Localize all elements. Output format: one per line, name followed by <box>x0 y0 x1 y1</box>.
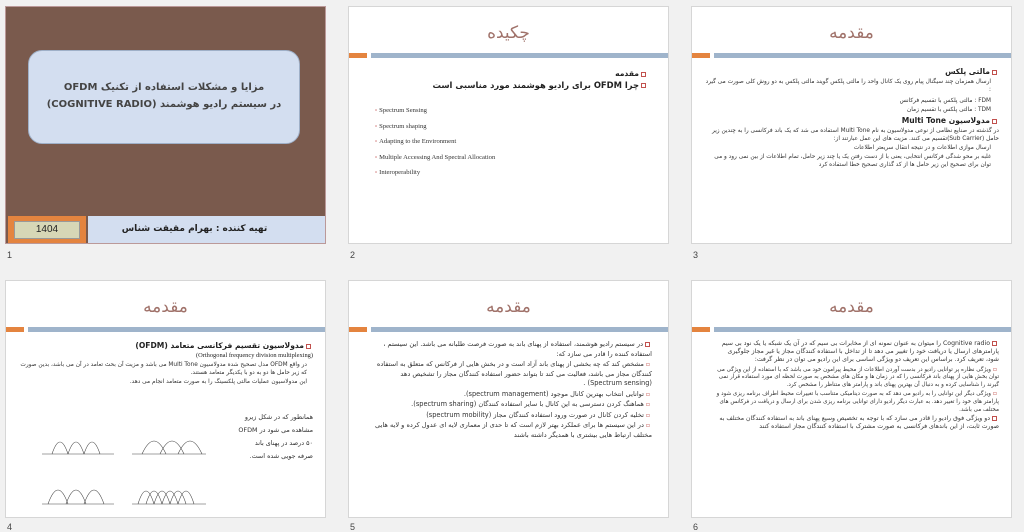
slide-6[interactable] <box>691 280 1012 518</box>
paragraph: در واقع OFDM مدل تصحیح شده مدولاسیون Multi Tone می باشد و مزیت آن بحث تعامد در آن می باشد، بدین صورت که زیر حامل ها دو به دو با یکدیگر متعامد هستند. <box>20 362 307 376</box>
note-line: مشاهده می شود در OFDM <box>238 426 313 434</box>
section-heading: مالتی پلکس <box>702 67 999 76</box>
bullet-icon: ▫ <box>645 361 650 368</box>
paragraph: در سیستم رادیو هوشمند، استفاده از پهنای باند به صورت فرصت طلبانه می باشد. این سیستم ، استفاده کننده را قادر می سازد که: <box>383 340 652 358</box>
list-item: ▫ویژگی نظاره پر توانایی رادیو در بدست آوردن اطلاعات از محیط پیرامون خود می باشد که با استفاده از این ویژگی می توان بخش هایی از پهنای باند فرکانسی را که در زمان ها و مکان های مشخص به صورت لحظه ای مورد استفاده قرار نمی گیرند را شناسایی کرده و به دنبال آن بهترین پهنای باند و پارامتر های متناظر را مشخص کرد. <box>717 365 999 388</box>
slide-content <box>373 339 652 441</box>
note-line: ۵۰ درصد در پهنای باند <box>254 439 313 447</box>
list-item: ▫ Interoperability <box>375 169 421 176</box>
slide-3[interactable] <box>691 6 1012 244</box>
slide-title: مقدمه <box>486 297 531 317</box>
note-line: صرفه جویی شده است. <box>249 452 313 460</box>
title-bar <box>6 327 325 332</box>
section-heading: مدولاسیون Multi Tone <box>702 116 999 125</box>
slide-number: 1 <box>7 250 13 260</box>
title-bar <box>349 53 668 58</box>
slide-5[interactable] <box>348 280 669 518</box>
title-bar <box>692 53 1011 58</box>
list-item: ▫هماهنگ کردن دسترسی به این کانال با سایر استفاده کنندگان (spectrum sharing). <box>411 400 650 408</box>
slide-title: چکیده <box>487 23 530 43</box>
paragraph: در گذشته در صنایع نظامی از نوعی مدولاسیون به نام Multi Tone استفاده می شد که یک باند فرکانسی را به چندین زیر حامل (Sub Carrier)تقسیم می کنند. مزیت های این عمل عبارتند از: <box>712 128 999 142</box>
bullet-icon: ▫ <box>645 390 650 398</box>
bullet-icon <box>992 70 997 75</box>
list-item: TDM : مالتی پلکس با تقسیم زمان <box>907 107 991 113</box>
list-item: ▫ Spectrum shaping <box>375 122 427 130</box>
slide-content <box>365 67 648 92</box>
slide-2[interactable] <box>348 6 669 244</box>
list-item: ▫ Multiple Accessing And Spectral Allocation <box>375 153 496 161</box>
list-item: ▫توانایی انتخاب بهترین کانال موجود (spectrum management). <box>463 389 650 398</box>
bullet-icon: ▫ <box>992 390 997 398</box>
note-line: همانطور که در شکل زیرو <box>244 413 313 421</box>
list-item: ▫ Spectrum Sensing <box>375 107 427 114</box>
list-item: مقدمه <box>365 69 648 78</box>
paragraph: این مدولاسیون عملیات مالتی پلکسینگ را به صورت متعامد انجام می دهد. <box>129 379 307 385</box>
title-bar <box>349 327 668 332</box>
title-bar <box>692 327 1011 332</box>
bullet-icon <box>641 72 646 77</box>
bullet-icon: ▫ <box>645 422 650 429</box>
paragraph: ارسال همزمان چند سیگنال پیام روی یک کانال واحد را مالتی پلکس گویند مالتی پلکس به دو روش کلی صورت می گیرد : <box>705 79 991 93</box>
slide-number: 3 <box>693 250 699 260</box>
year-box <box>8 216 86 244</box>
year-label: 1404 <box>14 221 80 239</box>
slide-1[interactable] <box>5 6 326 244</box>
slide-number: 4 <box>7 522 13 532</box>
list-item: چرا OFDM برای رادیو هوشمند مورد مناسبی است <box>365 80 648 90</box>
bullet-icon: ▫ <box>375 139 378 145</box>
bullet-icon: ▫ <box>645 411 650 419</box>
slide-title: مقدمه <box>829 297 874 317</box>
bullet-icon <box>641 83 646 88</box>
presenter-label: تهیه کننده : بهرام مقیقت شناس <box>121 224 268 234</box>
slide-4[interactable] <box>5 280 326 518</box>
list-item: ارسال موازی اطلاعات و در نتیجه انتقال سریعتر اطلاعات <box>853 145 991 151</box>
slide-number: 6 <box>693 522 699 532</box>
presenter-box <box>88 216 325 244</box>
bullet-icon <box>992 416 997 421</box>
side-notes <box>220 410 313 463</box>
bullet-icon: ▫ <box>645 401 650 408</box>
slide-title: مقدمه <box>143 297 188 317</box>
title-line-1: مزایا و مشکلات استفاده از تکنیک OFDM <box>63 82 265 93</box>
list-item: FDM : مالتی پلکس با تقسیم فرکانس <box>899 98 991 104</box>
slide-number: 5 <box>350 522 356 532</box>
paragraph: دو ویژگی فوق رادیو را قادر می سازد که با توجه به تخصیص وسیع پهنای باند به استفاده کنندگان مختلف به صورت ثابت، از این باندهای فرکانسی به صورت مشترک با استفاده کنندگان مجاز استفاده کنند <box>719 415 999 431</box>
list-item: ▫ Adapting to the Environment <box>375 138 457 145</box>
slide-content <box>16 339 313 387</box>
section-subheading: (Orthogonal frequency division multiplexing) <box>196 352 313 359</box>
title-box <box>28 50 300 144</box>
list-item: ▫تخلیه کردن کانال در صورت ورود استفاده کنندگان مجاز (spectrum mobility) <box>426 410 650 419</box>
bullet-icon <box>306 344 311 349</box>
list-item: غلبه بر محو شدگی فرکانس انتخابی، یعنی با از دست رفتن یک یا چند زیر حامل، تمام اطلاعات از بین نمی رود و می توان برای تصحیح این زیر حامل ها از کد گذاری تصحیح خطا استفاده کرد <box>714 154 991 168</box>
bullet-icon: ▫ <box>375 123 378 130</box>
bullet-icon <box>992 341 997 346</box>
bullet-icon <box>992 119 997 124</box>
slide-content <box>702 65 999 170</box>
section-heading: مدولاسیون تقسیم فرکانسی متعامد (OFDM) <box>16 341 313 350</box>
bullet-icon: ▫ <box>992 365 997 373</box>
list-item: ▫در این سیستم ها برای عملکرد بهتر لازم است که تا حدی از معماری لایه ای عدول کرده و لایه هایی مختلف ارتباط هایی بیشتری با همدیگر داشته باشند <box>375 421 652 439</box>
title-line-2: در سیستم رادیو هوشمند (COGNITIVE RADIO) <box>46 99 282 110</box>
spectrum-figure <box>38 416 210 516</box>
slide-title: مقدمه <box>829 23 874 43</box>
bullet-icon <box>645 342 650 347</box>
slide-content <box>714 339 999 433</box>
bullet-icon: ▫ <box>375 108 378 114</box>
bullet-icon: ▫ <box>375 154 378 161</box>
list-item: ▫ویژگی دیگر این توانایی را به رادیو می دهد که به صورت دینامیکی متناسب با تغییرات محیط اطراف برنامه ریزی شود و پارامتر های خود را تغییر دهد. به عبارت دیگر رادیو دارای توانایی برنامه ریزی شدن برای ارسال و دریافت در فرکانس های مختلف می باشد. <box>716 390 999 413</box>
paragraph: Cognitive radio را میتوان به عنوان نمونه ای از مخابرات بی سیم که در آن یک شبکه یا یک نود بی سیم پارامترهای ارسال یا دریافت خود را تغییر می دهد تا از تداخل با استفاده کنندگان مجاز یا غیر مجاز جلوگیری شود، تعریف کرد. براساس این تعریف دو ویژگی اساسی برای این رادیو می توان در نظر گرفت: <box>721 340 999 364</box>
list-item: ▫مشخص کند که چه بخشی از پهنای باند آزاد است و در بخش هایی از فرکانس که متعلق به استفاده کنندگان مجاز می باشد، فعالیت می کند تا بتواند حضور استفاده کنندگان مجاز را تشخیص دهد (Spectrum sensing) . <box>376 360 652 387</box>
subitem-list <box>373 103 495 182</box>
slide-number: 2 <box>350 250 356 260</box>
bullet-icon: ▫ <box>375 170 378 176</box>
